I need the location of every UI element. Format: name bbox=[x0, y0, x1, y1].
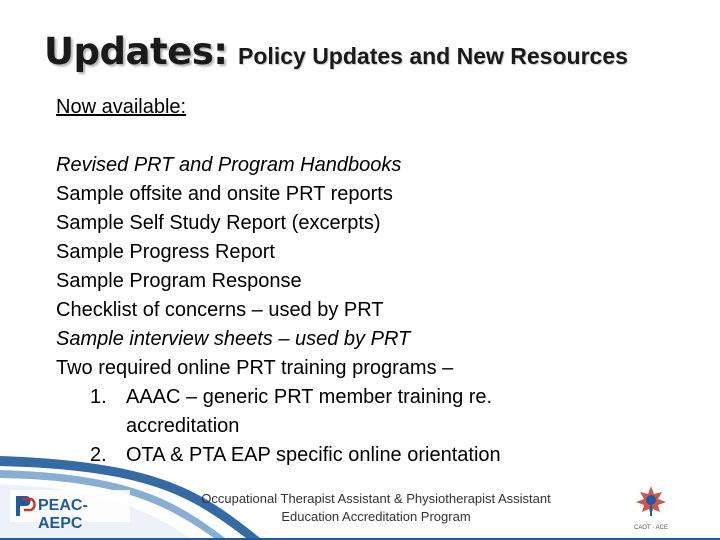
slide-title: Updates: bbox=[44, 30, 228, 73]
list-text-cont: accreditation bbox=[126, 415, 240, 437]
slide-subtitle: Policy Updates and New Resources bbox=[238, 43, 628, 69]
resource-item: Sample Progress Report bbox=[56, 241, 275, 263]
now-available-heading: Now available: bbox=[56, 96, 187, 118]
resource-item: Sample Program Response bbox=[56, 270, 302, 292]
list-text: AAAC – generic PRT member training re. bbox=[126, 386, 493, 408]
caot-ace-logo bbox=[626, 484, 676, 531]
resource-item: Checklist of concerns – used by PRT bbox=[56, 299, 384, 321]
resource-item: Sample offsite and onsite PRT reports bbox=[56, 183, 393, 205]
content-body bbox=[56, 93, 696, 470]
caot-ace-logo-text: CAOT · ACE bbox=[634, 525, 668, 531]
resource-item: Two required online PRT training programs – bbox=[56, 357, 454, 379]
peac-aepc-logo bbox=[10, 490, 130, 532]
resource-item: Revised PRT and Program Handbooks bbox=[56, 154, 402, 176]
footer-caption bbox=[170, 490, 582, 526]
list-number: 1. bbox=[90, 386, 107, 408]
footer-line-1: Occupational Therapist Assistant & Physiotherapist Assistant bbox=[201, 491, 551, 506]
slide-title-row bbox=[44, 30, 628, 73]
list-number: 2. bbox=[90, 444, 107, 466]
footer-line-2: Education Accreditation Program bbox=[281, 509, 471, 524]
training-program-item bbox=[56, 383, 696, 441]
peac-aepc-logo-text: PEAC-AEPC bbox=[38, 497, 88, 532]
list-text: OTA & PTA EAP specific online orientation bbox=[126, 444, 501, 466]
resource-item: Sample Self Study Report (excerpts) bbox=[56, 212, 381, 234]
resource-item: Sample interview sheets – used by PRT bbox=[56, 328, 411, 350]
